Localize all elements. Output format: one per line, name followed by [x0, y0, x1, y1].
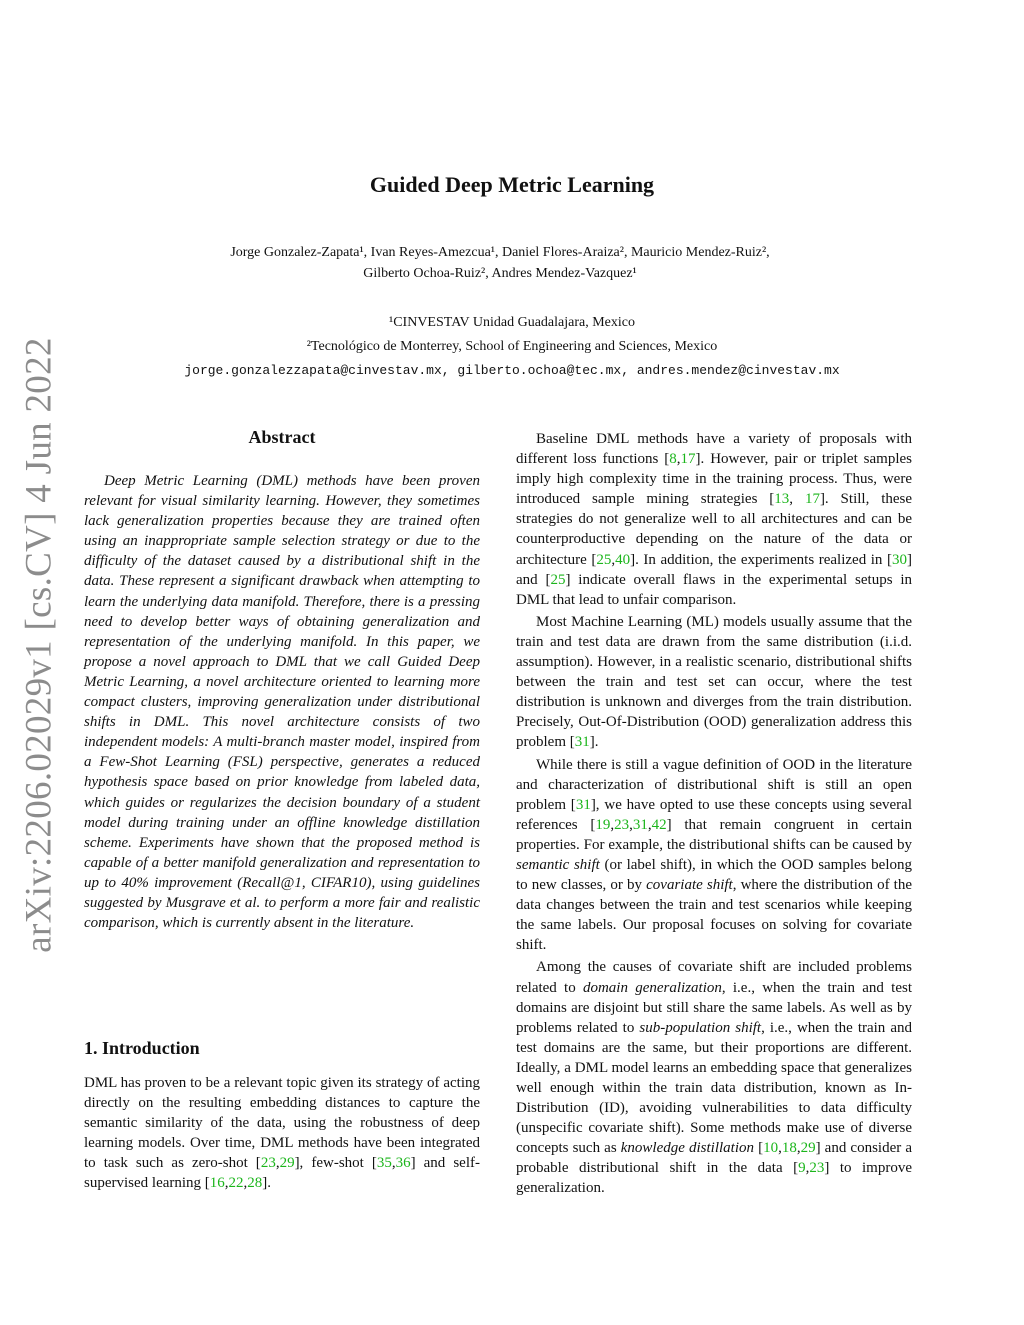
author-emails: jorge.gonzalezzapata@cinvestav.mx, gilberto.ochoa@tec.mx, andres.mendez@cinvestav.mx [184, 363, 840, 378]
citation-link[interactable]: 23 [260, 1155, 276, 1172]
citation-link[interactable]: 10 [763, 1140, 779, 1157]
citation-link[interactable]: 23 [809, 1160, 825, 1177]
author-list [140, 242, 860, 284]
authors-line-2: Gilberto Ochoa-Ruiz², Andres Mendez-Vazquez¹ [363, 266, 637, 281]
citation-link[interactable]: 17 [680, 451, 696, 468]
citation-link[interactable]: 25 [550, 571, 566, 588]
citation-link[interactable]: 31 [574, 734, 590, 751]
right-paragraph-2: Most Machine Learning (ML) models usually assume that the train and test data are drawn from the same distribution (i.i.d. assumption). However, in a realistic scenario, distributional shifts between the train and test set can occur, where the test distribution is unknown and diverges from the train distribution. Precisely, Out-Of-Distribution (OOD) generalization address this problem [31]. [516, 613, 912, 751]
abstract-body [84, 471, 480, 933]
citation-link[interactable]: 22 [228, 1175, 244, 1192]
arxiv-id-text: arXiv:2206.02029v1 [cs.CV] 4 Jun 2022 [18, 337, 60, 953]
abstract-text: Deep Metric Learning (DML) methods have been proven relevant for visual similarity learning. However, they sometimes lack generalization properties because they are trained often using an inappropriate sample selection strategy or due to the difficulty of the dataset caused by a distributional shift in the data. These represent a significant drawback when attempting to learn the underlying data manifold. Therefore, there is a pressing need to develop better ways of obtaining generalization and representation of the underlying manifold. In this paper, we propose a novel approach to DML that we call Guided Deep Metric Learning, a novel architecture oriented to learning more compact clusters, improving generalization under distributional shifts in DML. This novel architecture consists of two independent models: A multi-branch master model, inspired from a Few-Shot Learning (FSL) perspective, generates a reduced hypothesis space based on prior knowledge from labeled data, which guides or regularizes the decision boundary of a student model during training under an offline knowledge distillation scheme. Experiments have shown that the proposed method is capable of a better manifold generalization and representation to up to 40% improvement (Recall@1, CIFAR10), using guidelines suggested by Musgrave et al. to perform a more fair and realistic comparison, which is currently absent in the literature. [84, 473, 480, 932]
right-paragraph-3: While there is still a vague definition of OOD in the literature and characterization of distributional shift is still an open problem [31], we have opted to use these concepts using several references [19,23,31,42] that remain congruent in certain properties. For example, the distributional shifts can be caused by semantic shift (or label shift), in which the OOD samples belong to new classes, or by covariate shift, where the distribution of the data changes between the train and test scenarios while keeping the same labels. Our proposal focuses on solving for covariate shift. [516, 756, 912, 954]
citation-link[interactable]: 31 [575, 796, 591, 813]
citation-link[interactable]: 29 [800, 1140, 816, 1157]
citation-link[interactable]: 8 [669, 451, 677, 468]
citation-link[interactable]: 40 [615, 551, 631, 568]
intro-paragraph-1: DML has proven to be a relevant topic given its strategy of acting directly on the resulting embedding distances to capture the semantic similarity of the data, using the robustness of deep learning models. Over time, DML methods have been integrated to task such as zero-shot [23,29], few-shot [35,36] and self-supervised learning [16,22,28]. [84, 1075, 480, 1192]
citation-link[interactable]: 18 [781, 1140, 797, 1157]
abstract-heading: Abstract [248, 427, 316, 447]
citation-link[interactable]: 25 [596, 551, 612, 568]
citation-link[interactable]: 28 [247, 1175, 263, 1192]
citation-link[interactable]: 9 [798, 1160, 806, 1177]
right-paragraph-4: Among the causes of covariate shift are included problems related to domain generalization, i.e., when the train and test domains are disjoint but still share the same labels. As well as by problems related to sub-population shift, i.e., when the train and test domains are the same, but their proportions are different. Ideally, a DML model learns an embedding space that generalizes well enough within the train data distribution, known as In-Distribution (ID), avoiding vulnerabilities to data difficulty (unspecific covariate shift). Some methods make use of diverse concepts such as knowledge distillation [10,18,29] and consider a probable distributional shift in the data [9,23] to improve generalization. [516, 959, 912, 1197]
citation-link[interactable]: 42 [651, 816, 667, 833]
right-paragraph-1: Baseline DML methods have a variety of proposals with different loss functions [8,17]. However, pair or triplet samples imply high complexity time in the training process. Thus, were introduced sample mining strategies [13, 17]. Still, these strategies do not generalize well to all architectures and can be counterproductive depending on the nature of the data or architecture [25,40]. In addition, the experiments realized in [30] and [25] indicate overall flaws in the experimental setups in DML that lead to unfair comparison. [516, 431, 913, 608]
citation-link[interactable]: 13 [774, 491, 790, 508]
citation-link[interactable]: 16 [209, 1175, 225, 1192]
citation-link[interactable]: 29 [279, 1155, 295, 1172]
citation-link[interactable]: 23 [614, 816, 630, 833]
affiliation-1: ¹CINVESTAV Unidad Guadalajara, Mexico [389, 315, 635, 330]
citation-link[interactable]: 31 [632, 816, 648, 833]
citation-link[interactable]: 19 [595, 816, 611, 833]
citation-link[interactable]: 35 [376, 1155, 392, 1172]
citation-link[interactable]: 36 [395, 1155, 411, 1172]
arxiv-sidebar-stamp [14, 337, 64, 953]
intro-body [84, 1073, 480, 1194]
citation-link[interactable]: 30 [892, 551, 907, 568]
citation-link[interactable]: 17 [804, 491, 820, 508]
intro-heading: 1. Introduction [84, 1038, 200, 1058]
right-column [516, 429, 912, 1199]
authors-line-1: Jorge Gonzalez-Zapata¹, Ivan Reyes-Amezcua¹, Daniel Flores-Araiza², Mauricio Mendez-Ruiz², [230, 245, 770, 260]
paper-title: Guided Deep Metric Learning [369, 172, 655, 197]
affiliation-2: ²Tecnológico de Monterrey, School of Engineering and Sciences, Mexico [306, 339, 718, 354]
